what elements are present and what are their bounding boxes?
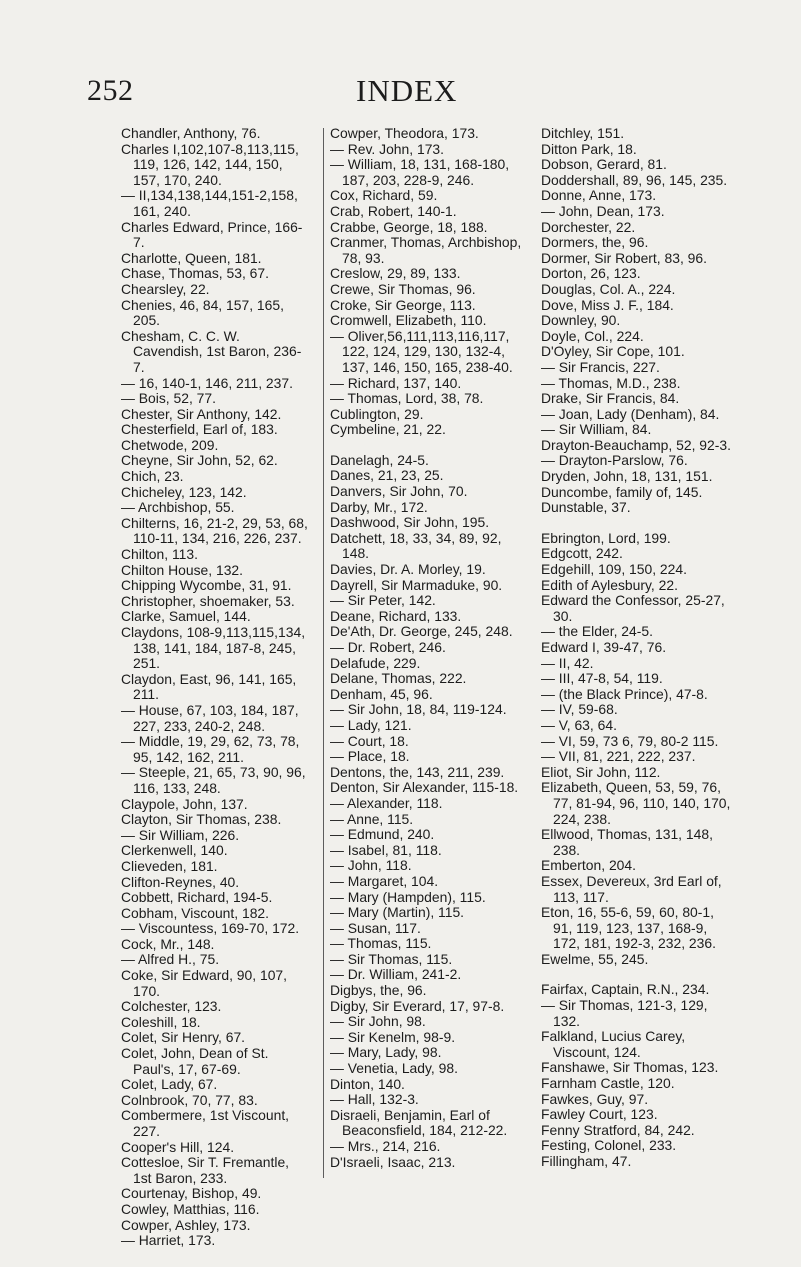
index-entry: Fairfax, Captain, R.N., 234. — [541, 981, 710, 998]
index-entry: Downley, 90. — [541, 312, 621, 329]
index-entry: Denton, Sir Alexander, 115-18. — [330, 779, 519, 796]
index-entry: Dormers, the, 96. — [541, 234, 649, 251]
index-entry: Duncombe, family of, 145. — [541, 483, 703, 500]
index-entry: — Oliver,56,111,113,116,117, 122, 124, 129, 130, 132-4, 137, 146, 150, 165, 238-40. — [330, 327, 513, 375]
index-entry: Chilton, 113. — [121, 546, 198, 563]
index-entry: Colnbrook, 70, 77, 83. — [121, 1091, 258, 1108]
index-entry: Cowley, Matthias, 116. — [121, 1200, 260, 1217]
index-entry: — House, 67, 103, 184, 187, 227, 233, 240-2, 248. — [121, 701, 299, 734]
index-entry: Datchett, 18, 33, 34, 89, 92, 148. — [330, 529, 502, 562]
index-entry: — Sir Francis, 227. — [541, 358, 660, 375]
index-entry: Dinton, 140. — [330, 1075, 405, 1092]
index-entry: Farnham Castle, 120. — [541, 1075, 675, 1092]
index-entry: Digbys, the, 96. — [330, 982, 427, 999]
index-entry: Dryden, John, 18, 131, 151. — [541, 468, 713, 485]
index-entry: Ewelme, 55, 245. — [541, 950, 649, 967]
index-entry: Fawley Court, 123. — [541, 1106, 658, 1123]
index-entry: Dove, Miss J. F., 184. — [541, 296, 674, 313]
index-entry: — 16, 140-1, 146, 211, 237. — [121, 374, 293, 391]
index-entry: — Joan, Lady (Denham), 84. — [541, 405, 720, 422]
index-entry: — Place, 18. — [330, 748, 410, 765]
index-entry: Crab, Robert, 140-1. — [330, 202, 457, 219]
index-entry: Falkland, Lucius Carey, Viscount, 124. — [541, 1028, 686, 1060]
index-entry: Cox, Richard, 59. — [330, 187, 438, 204]
index-entry: Fenny Stratford, 84, 242. — [541, 1121, 695, 1138]
index-entry: D'Israeli, Isaac, 213. — [330, 1153, 456, 1170]
index-entry: Croke, Sir George, 113. — [330, 296, 476, 313]
index-entry: Chipping Wycombe, 31, 91. — [121, 577, 292, 594]
index-entry: — Steeple, 21, 65, 73, 90, 96, 116, 133, 248. — [121, 764, 306, 796]
index-entry: — Viscountess, 169-70, 172. — [121, 920, 300, 937]
index-entry: Disraeli, Benjamin, Earl of Beaconsfield, 184, 212-22. — [330, 1106, 508, 1139]
index-entry: — Drayton-Parslow, 76. — [541, 452, 688, 469]
index-entry: Clayton, Sir Thomas, 238. — [121, 811, 282, 828]
index-entry: — the Elder, 24-5. — [541, 623, 653, 640]
index-entry: — Dr. Robert, 246. — [330, 639, 446, 655]
index-entry: Doddershall, 89, 96, 145, 235. — [541, 171, 728, 188]
index-entry: Eton, 16, 55-6, 59, 60, 80-1, 91, 119, 123, 137, 168-9, 172, 181, 192-3, 232, 236. — [541, 904, 716, 952]
index-entry: Edgehill, 109, 150, 224. — [541, 561, 687, 578]
index-entry: Delafude, 229. — [330, 654, 421, 671]
index-entry: — John, Dean, 173. — [541, 202, 665, 219]
index-entry: — Alfred H., 75. — [121, 951, 220, 968]
index-entry: Fanshawe, Sir Thomas, 123. — [541, 1059, 719, 1076]
index-entry: Danes, 21, 23, 25. — [330, 467, 444, 484]
index-entry: Dunstable, 37. — [541, 499, 631, 516]
index-entry: — Middle, 19, 29, 62, 73, 78, 95, 142, 162, 211. — [121, 733, 300, 765]
index-entry: — Sir Kenelm, 98-9. — [330, 1028, 456, 1045]
page-title: INDEX — [356, 73, 458, 108]
index-entry: Christopher, shoemaker, 53. — [121, 592, 295, 609]
index-entry: Colchester, 123. — [121, 998, 222, 1015]
index-entry: Donne, Anne, 173. — [541, 187, 657, 204]
index-entry: Cowper, Theodora, 173. — [330, 125, 479, 141]
index-entry: — V, 63, 64. — [541, 716, 617, 733]
index-entry: Cheyne, Sir John, 52, 62. — [121, 452, 278, 469]
index-entry: — (the Black Prince), 47-8. — [541, 685, 708, 702]
index-entry: — Sir Thomas, 115. — [330, 950, 453, 967]
index-entry: Dorchester, 22. — [541, 218, 636, 235]
index-entry: Colet, John, Dean of St. Paul's, 17, 67-69. — [121, 1045, 269, 1077]
index-entry: Clarke, Samuel, 144. — [121, 608, 251, 625]
index-entry: Crewe, Sir Thomas, 96. — [330, 280, 476, 297]
index-entry: Cowper, Ashley, 173. — [121, 1216, 251, 1233]
index-entry: Charlotte, Queen, 181. — [121, 249, 262, 266]
index-entry: Cobham, Viscount, 182. — [121, 904, 270, 921]
index-entry: Chandler, Anthony, 76. — [121, 125, 261, 141]
index-entry: Edward I, 39-47, 76. — [541, 639, 667, 655]
index-entry: Digby, Sir Everard, 17, 97-8. — [330, 997, 505, 1014]
index-entry: — Richard, 137, 140. — [330, 374, 462, 391]
index-entry: Cublington, 29. — [330, 405, 424, 422]
index-entry: Claydons, 108-9,113,115,134, 138, 141, 184, 187-8, 245, 251. — [121, 624, 306, 672]
index-entry: — Alexander, 118. — [330, 794, 443, 811]
page-header — [0, 74, 801, 110]
index-entry: Coke, Sir Edward, 90, 107, 170. — [121, 967, 288, 999]
index-entry: Charles Edward, Prince, 166-7. — [121, 218, 303, 251]
index-entry: — III, 47-8, 54, 119. — [541, 670, 663, 687]
index-entry: — Bois, 52, 77. — [121, 390, 216, 407]
index-entry: — Thomas, 115. — [330, 935, 432, 952]
index-entry: — Sir William, 84. — [541, 421, 652, 438]
index-entry: — Isabel, 81, 118. — [330, 841, 442, 858]
index-entry: Chetwode, 209. — [121, 436, 219, 453]
index-entry: Cromwell, Elizabeth, 110. — [330, 312, 487, 329]
index-entry: Edward the Confessor, 25-27, 30. — [541, 592, 725, 624]
index-entry: Danelagh, 24-5. — [330, 451, 429, 468]
index-entry: Cock, Mr., 148. — [121, 935, 215, 952]
index-entry: Edgcott, 242. — [541, 545, 623, 562]
index-entry: Delane, Thomas, 222. — [330, 670, 467, 687]
index-entry: Drayton-Beauchamp, 52, 92-3. — [541, 436, 731, 453]
index-entry: Eliot, Sir John, 112. — [541, 763, 661, 780]
index-entry: Elizabeth, Queen, 53, 59, 76, 77, 81-94, 96, 110, 140, 170, 224, 238. — [541, 779, 731, 827]
index-entry: — John, 118. — [330, 857, 412, 874]
index-entry: Emberton, 204. — [541, 857, 636, 874]
index-entry: — VI, 59, 73 6, 79, 80-2 115. — [541, 732, 719, 749]
index-entry: Douglas, Col. A., 224. — [541, 280, 676, 297]
index-entry: — Harriet, 173. — [121, 1232, 216, 1249]
index-entry: Chesham, C. C. W. Cavendish, 1st Baron, 236-7. — [121, 327, 302, 375]
index-entry: Chenies, 46, 84, 157, 165, 205. — [121, 296, 284, 329]
index-entry: Fillingham, 47. — [541, 1153, 632, 1169]
index-entry: Ditchley, 151. — [541, 125, 625, 141]
index-entry: Fawkes, Guy, 97. — [541, 1090, 649, 1107]
index-entry: — Mary (Hampden), 115. — [330, 888, 486, 905]
index-entry: Chich, 23. — [121, 468, 184, 485]
index-entry: — Court, 18. — [330, 732, 409, 749]
index-entry: Clieveden, 181. — [121, 857, 218, 874]
index-entry: — Lady, 121. — [330, 716, 412, 733]
index-entry: Clerkenwell, 140. — [121, 842, 228, 859]
index-entry: Cooper's Hill, 124. — [121, 1138, 235, 1155]
index-entry: Charles I,102,107-8,113,115, 119, 126, 142, 144, 150, 157, 170, 240. — [121, 140, 299, 188]
index-entry: — Susan, 117. — [330, 919, 421, 936]
index-entry: — Mary (Martin), 115. — [330, 904, 465, 921]
index-entry: — Sir William, 226. — [121, 826, 240, 843]
index-entry: — Anne, 115. — [330, 810, 414, 827]
index-entry: Ebrington, Lord, 199. — [541, 529, 671, 546]
index-entry: — Edmund, 240. — [330, 826, 435, 843]
index-entry: — Dr. William, 241-2. — [330, 966, 462, 983]
index-entry: Chicheley, 123, 142. — [121, 483, 247, 500]
index-entry: Doyle, Col., 224. — [541, 327, 644, 344]
index-entry: — VII, 81, 221, 222, 237. — [541, 748, 696, 765]
index-entry: Chester, Sir Anthony, 142. — [121, 405, 282, 422]
index-entry: — Margaret, 104. — [330, 872, 439, 889]
index-entry: Dashwood, Sir John, 195. — [330, 514, 490, 531]
index-entry: Creslow, 29, 89, 133. — [330, 265, 461, 282]
index-entry: Clifton-Reynes, 40. — [121, 873, 240, 890]
index-entry: Cymbeline, 21, 22. — [330, 421, 446, 438]
index-entry: — II, 42. — [541, 654, 594, 671]
index-entry: Essex, Devereux, 3rd Earl of, 113, 117. — [541, 872, 722, 905]
index-entry: Dayrell, Sir Marmaduke, 90. — [330, 576, 503, 593]
index-entry: Chilterns, 16, 21-2, 29, 53, 68, 110-11, 134, 216, 226, 237. — [121, 514, 308, 547]
index-entry: Colet, Lady, 67. — [121, 1076, 218, 1093]
index-entry: — Sir Peter, 142. — [330, 592, 436, 609]
index-entry: — Thomas, M.D., 238. — [541, 374, 681, 391]
index-column-3 — [541, 126, 737, 1170]
index-entry: — Mary, Lady, 98. — [330, 1044, 442, 1061]
index-entry: Chesterfield, Earl of, 183. — [121, 421, 278, 438]
index-entry: Chearsley, 22. — [121, 280, 210, 297]
index-column-1 — [121, 126, 311, 1249]
index-entry: Davies, Dr. A. Morley, 19. — [330, 561, 486, 578]
index-entry: — II,134,138,144,151-2,158, 161, 240. — [121, 187, 298, 219]
index-entry: D'Oyley, Sir Cope, 101. — [541, 343, 685, 360]
index-entry: — Venetia, Lady, 98. — [330, 1060, 458, 1077]
index-entry: Deane, Richard, 133. — [330, 607, 462, 624]
index-entry: Courtenay, Bishop, 49. — [121, 1185, 262, 1202]
column-divider — [323, 128, 324, 1178]
index-entry: Edith of Aylesbury, 22. — [541, 576, 678, 593]
index-entry: Danvers, Sir John, 70. — [330, 483, 468, 500]
index-entry: Darby, Mr., 172. — [330, 498, 428, 515]
index-entry: Crabbe, George, 18, 188. — [330, 218, 488, 235]
index-entry: Coleshill, 18. — [121, 1013, 201, 1030]
page-number: 252 — [87, 74, 134, 107]
index-entry: — IV, 59-68. — [541, 701, 618, 718]
index-entry: Denham, 45, 96. — [330, 685, 433, 702]
index-entry: Cobbett, Richard, 194-5. — [121, 889, 273, 906]
index-entry: De'Ath, Dr. George, 245, 248. — [330, 623, 513, 640]
index-entry: Festing, Colonel, 233. — [541, 1137, 677, 1154]
index-entry: Ellwood, Thomas, 131, 148, 238. — [541, 826, 713, 858]
index-entry: Claypole, John, 137. — [121, 795, 248, 812]
index-entry: — Sir Thomas, 121-3, 129, 132. — [541, 997, 708, 1029]
index-entry: — Sir John, 98. — [330, 1013, 426, 1030]
index-column-2 — [330, 126, 525, 1170]
index-entry: — William, 18, 131, 168-180, 187, 203, 228-9, 246. — [330, 156, 510, 188]
index-entry: — Hall, 132-3. — [330, 1091, 419, 1108]
index-entry: Combermere, 1st Viscount, 227. — [121, 1107, 290, 1139]
index-entry: Colet, Sir Henry, 67. — [121, 1029, 246, 1046]
index-entry: — Rev. John, 173. — [330, 140, 445, 157]
index-entry: Claydon, East, 96, 141, 165, 211. — [121, 670, 297, 703]
index-entry: Dentons, the, 143, 211, 239. — [330, 763, 505, 780]
index-entry: Cottesloe, Sir T. Fremantle, 1st Baron, 233. — [121, 1154, 290, 1186]
index-entry: — Sir John, 18, 84, 119-124. — [330, 701, 507, 718]
index-entry: Chase, Thomas, 53, 67. — [121, 265, 269, 282]
index-entry: — Mrs., 214, 216. — [330, 1138, 441, 1154]
index-entry: Chilton House, 132. — [121, 561, 244, 578]
index-entry: Dormer, Sir Robert, 83, 96. — [541, 249, 707, 266]
index-entry: Dobson, Gerard, 81. — [541, 156, 667, 173]
index-entry: Ditton Park, 18. — [541, 140, 637, 157]
index-entry: — Thomas, Lord, 38, 78. — [330, 390, 484, 407]
index-entry: Dorton, 26, 123. — [541, 265, 641, 282]
index-entry: Drake, Sir Francis, 84. — [541, 390, 680, 407]
index-entry: Cranmer, Thomas, Archbishop, 78, 93. — [330, 234, 522, 266]
index-entry: — Archbishop, 55. — [121, 499, 235, 516]
